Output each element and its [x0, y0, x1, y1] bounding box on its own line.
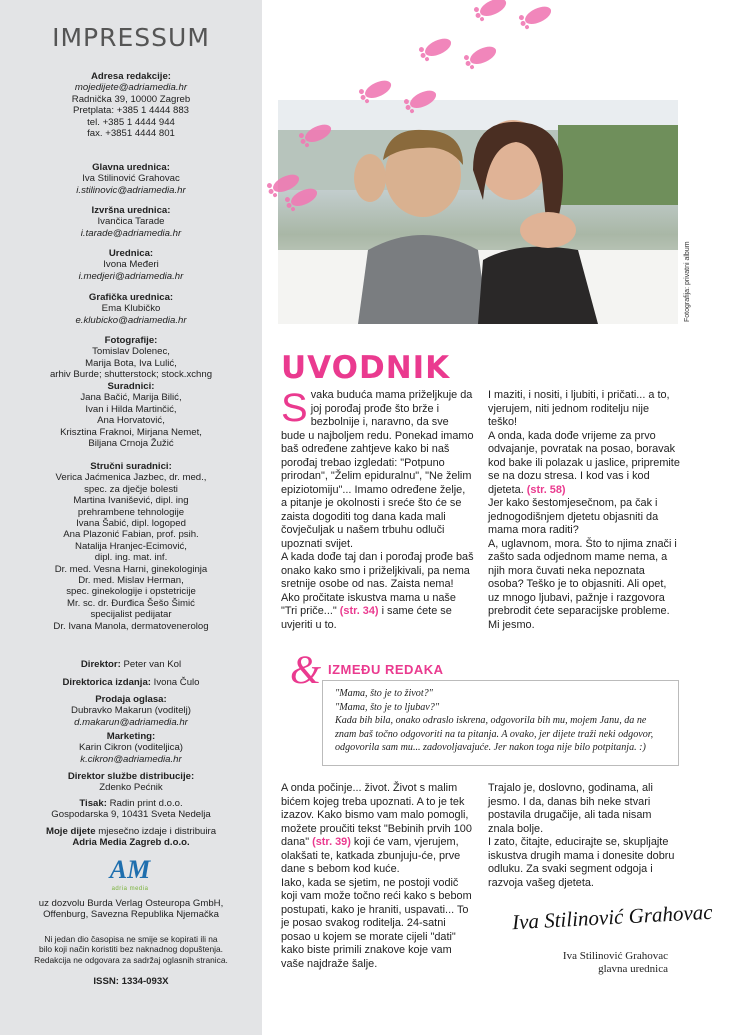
col1-paragraph-2: A kada dođe taj dan i porođaj prođe baš onako kako smo i priželjkivali, pa nema sretnije osobe od nas. Zaista nema! Ako pročitate iskustva mama u naše "Tri priče..."	[281, 551, 474, 617]
experts-line: Mr. sc. dr. Đurđica Šešo Šimić	[67, 597, 195, 609]
disclaimer-line: Ni jedan dio časopisa ne smije se kopirati ili na	[44, 934, 218, 944]
experts-line: Dr. med. Vesna Harni, ginekologinja	[54, 563, 208, 575]
footprint-icon	[297, 121, 334, 149]
contributors-block	[0, 381, 262, 449]
distribution-name: Zdenko Pećnik	[99, 782, 163, 794]
footprint-icon	[472, 0, 509, 23]
col4-paragraph-2: I zato, čitajte, educirajte se, skupljajte iskustva drugih mama i donesite dobru odluku. Za svaki segment odgoja i razvoja vašeg djeteta.	[488, 836, 675, 889]
experts-line: prehrambene tehnologije	[77, 506, 185, 518]
article-column-4	[488, 782, 680, 890]
publishing-block	[0, 677, 262, 688]
director-name: Peter van Kol	[123, 659, 182, 670]
photos-line: Marija Bota, Iva Lulić,	[85, 357, 177, 369]
graphic-label: Grafička urednica:	[88, 292, 174, 303]
col2-paragraph-2: A onda, kada dođe vrijeme za prvo odvajanje, povratak na posao, boravak kod bake ili polazak u jaslice, pripremite se na dozu stresa. I kod vas i kod djeteta.	[488, 429, 680, 496]
col3-paragraph-1-end: koji će vam, vjerujem, olakšati te, katkada zbunjuju-će, prve dane s bebom kod kuće.	[281, 836, 461, 875]
page-reference[interactable]: (str. 58)	[526, 483, 566, 496]
col3-paragraph-2: Iako, kada se sjetim, ne postoji vodič koji vam može točno reći kako s bebom postupati, kako je hraniti, uspavati... To je posao svakog roditelja. 24-satni posao u kojem se morate cijeli "dati" kako biste primili znakove koje vam vaše najdraže šalje.	[281, 876, 472, 970]
contrib-line: Jana Bačić, Marija Bilić,	[80, 392, 182, 404]
exec-email[interactable]: i.tarade@adriamedia.hr	[80, 227, 182, 239]
chief-name: Iva Stilinović Grahovac	[82, 173, 180, 185]
quote-2: "Mama, što je to ljubav?"	[335, 701, 440, 713]
footprint-icon	[517, 3, 554, 31]
publisher-label: Moje dijete	[45, 826, 96, 837]
publisher-company: Adria Media Zagreb d.o.o.	[72, 837, 190, 849]
contrib-label: Suradnici:	[107, 381, 155, 392]
graphic-name: Ema Klubičko	[101, 303, 161, 315]
experts-block	[0, 461, 262, 632]
graphic-editor-block	[0, 292, 262, 326]
experts-line: Ivana Šabić, dipl. logoped	[76, 518, 186, 530]
editor-email[interactable]: i.medjeri@adriamedia.hr	[78, 270, 184, 282]
experts-line: Dr. med. Mislav Herman,	[78, 575, 184, 587]
disclaimer-line: bilo koji način koristiti bez naknadnog dopuštenja.	[39, 944, 223, 955]
experts-line: spec. za dječje bolesti	[84, 483, 178, 495]
publisher-block	[0, 826, 262, 849]
address-block	[0, 71, 262, 139]
photos-label: Fotografije:	[104, 335, 158, 346]
experts-line: dipl. ing. mat. inf.	[94, 552, 168, 564]
chief-editor-block	[0, 162, 262, 196]
col2-paragraph-1: I maziti, i nositi, i ljubiti, i pričati... a to, vjerujem, niti jednom roditelju nije teško!	[488, 389, 670, 428]
address-label: Adresa redakcije:	[91, 71, 171, 82]
marketing-email[interactable]: k.cikron@adriamedia.hr	[80, 753, 182, 765]
between-lines-title: IZMEĐU REDAKA	[328, 662, 444, 677]
experts-line: Natalija Hranjec-Ecimović,	[75, 540, 187, 552]
director-block	[0, 659, 262, 670]
license-line: Offenburg, Savezna Republika Njemačka	[43, 909, 219, 921]
address-tel: tel. +385 1 4444 944	[87, 116, 175, 128]
article-column-1	[281, 386, 474, 632]
signature-role: glavna urednica	[598, 963, 668, 975]
print-name: Radin print d.o.o.	[109, 798, 183, 809]
address-street: Radnička 39, 10000 Zagreb	[71, 93, 191, 105]
footprint-icon	[462, 43, 499, 71]
publishing-name: Ivona Čulo	[153, 677, 200, 688]
contrib-line: Krisztina Fraknoi, Mirjana Nemet,	[60, 426, 202, 438]
article-headline: UVODNIK	[281, 350, 451, 386]
experts-line: Verica Jaćmenica Jazbec, dr. med.,	[55, 472, 207, 484]
license-line: uz dozvolu Burda Verlag Osteuropa GmbH,	[38, 898, 224, 909]
col4-paragraph-1: Trajalo je, doslovno, godinama, ali jesmo. I da, danas bih neke stvari postavila drugačije, ali tada nisam znala bolje.	[488, 782, 653, 835]
sales-email[interactable]: d.makarun@adriamedia.hr	[74, 716, 188, 728]
adria-media-logo	[109, 855, 151, 893]
logo-mark: AM	[109, 855, 151, 884]
graphic-email[interactable]: e.klubicko@adriamedia.hr	[75, 314, 187, 326]
logo-caption: adria media	[111, 886, 149, 892]
article-column-3	[281, 782, 474, 971]
license-block	[0, 898, 262, 921]
disclaimer-line: Redakcija ne odgovara za sadržaj oglasnih stranica.	[34, 954, 228, 965]
col2-paragraph-3: Jer kako šestomjesečnom, pa čak i jednogodišnjem djetetu objasniti da mama mora raditi?	[488, 497, 659, 536]
contrib-line: Ana Horvatović,	[97, 415, 165, 427]
col3-paragraph-1: A onda počinje... život. Život s malim bićem kojeg treba upoznati. A to je tek izazov. Kako bismo vam malo pomogli, možete proučiti tekst "Bebinih prvih 100 dana"	[281, 782, 472, 848]
impressum-sidebar	[0, 0, 262, 1035]
distribution-block	[0, 771, 262, 794]
experts-line: Ana Plazonić Fabian, prof. psih.	[63, 529, 199, 541]
col2-paragraph-4: A, uglavnom, mora. Što to njima znači i zašto sada odjednom mame nema, a njih mora čuvati neka nepoznata osoba? Teško je to objasniti. Ali opet, uz mnogo ljubavi, pažnje i razgovora prebrodit ćete separacijske probleme. Mi jesmo.	[488, 537, 677, 631]
footprint-icon	[357, 77, 394, 105]
quote-body: Kada bih bila, onako odraslo iskrena, odgovorila bih mu, mojem Janu, da ne znam baš točno odgovoriti na ta pitanja. A ovako, jer dijete traži neki odgovor, odgovorila sam mu... zadovoljavajuće. Jer nakon toga nije bilo potpitanja. :)	[335, 715, 654, 754]
contrib-line: Ivan i Hilda Martinčić,	[85, 403, 177, 415]
issn: ISSN: 1334-093X	[93, 976, 169, 987]
sales-block	[0, 694, 262, 728]
experts-line: Dr. Ivana Manola, dermatovenerolog	[53, 620, 209, 632]
sales-label: Prodaja oglasa:	[95, 694, 167, 705]
article-column-2	[488, 389, 680, 632]
print-label: Tisak:	[79, 798, 107, 809]
chief-label: Glavna urednica:	[92, 162, 170, 173]
sales-name: Dubravko Makarun (voditelj)	[71, 705, 191, 717]
col1-paragraph-1: vaka buduća mama priželjkuje da joj porođaj prođe što brže i bezbolnije i, naravno, da sve bude u najboljem redu. Ponekad imamo baš određene zahtjeve kako bi naš porođaj trebao izgledati: "Potpuno prirodan", "Želim epiduralnu", "Ne želim epiziotomiju"... Imamo određene želje, a pitanje je okolnosti i sreće što će se zaista dogoditi tog dana kada mali čovječuljak u našem trbuhu odluči upoznati svijet.	[281, 389, 474, 550]
experts-label: Stručni suradnici:	[90, 461, 172, 472]
photo-credit-text: Fotografija: privatni album	[684, 241, 691, 322]
experts-line: specijalist pedijatar	[90, 609, 172, 621]
photos-block	[0, 335, 262, 381]
editor-name: Ivona Međeri	[103, 259, 159, 271]
signature-block	[520, 950, 668, 976]
signature-name: Iva Stilinović Grahovac	[562, 950, 668, 962]
photos-line: arhiv Burde; shutterstock; stock.xchng	[49, 369, 213, 381]
disclaimer-block	[0, 934, 262, 965]
print-block	[0, 798, 262, 821]
footprint-icon	[417, 35, 454, 63]
col1-paragraph-2-end: i same ćete se uvjeriti u to.	[281, 605, 452, 631]
footprint-icon	[402, 87, 439, 115]
editor-block	[0, 248, 262, 282]
experts-line: spec. ginekologije i opstetricije	[66, 586, 196, 598]
footprints-decoration	[262, 0, 582, 220]
ampersand-ornament: &	[290, 647, 322, 692]
publishing-label: Direktorica izdanja:	[62, 677, 151, 688]
experts-line: Martina Ivanišević, dipl. ing	[73, 495, 189, 507]
impressum-title: IMPRESSUM	[52, 23, 210, 52]
drop-cap: S	[281, 386, 308, 430]
address-subs: Pretplata: +385 1 4444 883	[72, 105, 190, 117]
address-email[interactable]: mojedijete@adriamedia.hr	[74, 82, 188, 94]
print-address: Gospodarska 9, 10431 Sveta Nedelja	[51, 809, 211, 821]
quote-1: "Mama, što je to život?"	[335, 688, 433, 699]
contrib-line: Biljana Crnoja Žužić	[88, 438, 174, 450]
chief-email[interactable]: i.stilinovic@adriamedia.hr	[76, 184, 186, 196]
distribution-label: Direktor službe distribucije:	[67, 771, 195, 782]
publisher-text: mjesečno izdaje i distribuira	[98, 826, 217, 837]
marketing-name: Karin Cikron (voditeljica)	[79, 742, 183, 754]
exec-editor-block	[0, 205, 262, 239]
exec-label: Izvršna urednica:	[91, 205, 171, 216]
between-lines-box	[322, 680, 679, 766]
address-fax: fax. +3851 4444 801	[87, 128, 175, 140]
exec-name: Ivančica Tarade	[97, 216, 165, 228]
handwritten-signature: Iva Stilinović Grahovac	[511, 899, 714, 935]
photos-line: Tomislav Dolenec,	[92, 346, 170, 358]
page-reference[interactable]: (str. 34)	[339, 605, 379, 617]
director-label: Direktor:	[80, 659, 121, 670]
editor-label: Urednica:	[108, 248, 154, 259]
marketing-block	[0, 731, 262, 765]
marketing-label: Marketing:	[106, 731, 156, 742]
page-reference[interactable]: (str. 39)	[312, 836, 351, 848]
